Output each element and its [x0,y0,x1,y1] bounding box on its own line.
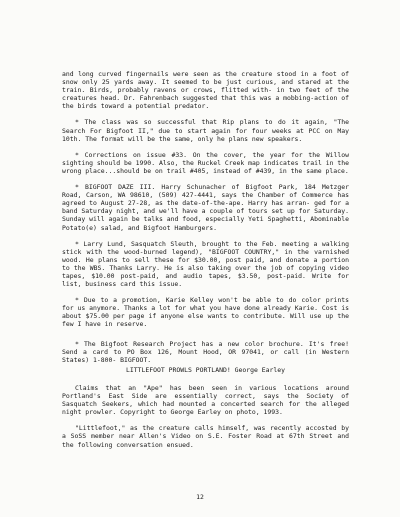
article-body [62,384,349,449]
paragraph-brochure: * The Bigfoot Research Project has a new color brochure. It's free! Send a card to PO Box 126, Mount Hood, OR 97041, or call (in Western States) 1-800- BIGFOOT. [62,340,349,365]
paragraph-continuation: and long curved fingernails were seen as the creature stood in a foot of snow only 25 yards away. It seemed to be just curious, and stared at the train. Birds, probably ravens or crows, flitted with- in two feet of the creatures head. Dr. Fahrenbach suggested that this was a mobbing-action of the birds toward a potential predator. [62,70,349,111]
article-title: LITTLEFOOT PROWLS PORTLAND! George Earley [126,366,285,374]
paragraph-bigfoot-daze: * BIGFOOT DAZE III. Harry Schunacher of Bigfoot Park, 184 Metzger Road, Carson, WA 98610, (509) 427-4441, says the Chamber of Commerce has agreed to August 27-28, as the date-of-the-ape. Harry has arran- ged for a band Saturday night, and we'll have a couple of tours set up for Saturday. Sunday will again be talks and food, especially Yeti Spaghetti, Abominable Potato(e) salad, and Bigfoot Hamburgers. [62,183,349,232]
paragraph-class-bigfoot-2: * The class was so successful that Rip plans to do it again, "The Search For Bigfoot II," due to start again for four weeks at PCC on May 10th. The format will be the same, only he plans new speakers. [62,118,349,143]
paragraph-corrections: * Corrections on issue #33. On the cover, the year for the Willow sighting should be 1990. Also, the Ruckel Creek map indicates trail in the wrong place...should be on trail #405, instead of #439, in the same place. [62,150,349,175]
page-number: 12 [196,493,204,501]
body-text-top [62,70,349,329]
paragraph-larry-lund: * Larry Lund, Sasquatch Sleuth, brought to the Feb. meeting a walking stick with the wood-burned legend), "BIGFOOT COUNTRY," in the varnished wood. He plans to sell these for $30.00, post paid, and donate a portion to the WBS. Thanks Larry. He is also taking over the job of copying video tapes, $10.00 post-paid, and audio tapes, $3.50, post-paid. Write for list, business card this issue. [62,239,349,289]
article-paragraph-littlefoot: "Littlefoot," as the creature calls himself, was recently accosted by a SoSS member near Allen's Video on S.E. Foster Road at 67th Street and the following conversation ensued. [62,424,349,449]
article-paragraph-claims: Claims that an "Ape" has been seen in various locations around Portland's East Side are essentially correct, says the Society of Sasquatch Seekers, which had mounted a concerted search for the alleged night prowler. Copyright to George Earley on photo, 1993. [62,384,349,417]
paragraph-karie-kelley: * Due to a promotion, Karie Kelley won't be able to do color prints for us anymore. Thanks a lot for what you have done already Karie. Cost is about $75.00 per page if anyone else wants to contribute. Will use up the few I have in reserve. [62,296,349,329]
body-text-middle [62,340,349,364]
